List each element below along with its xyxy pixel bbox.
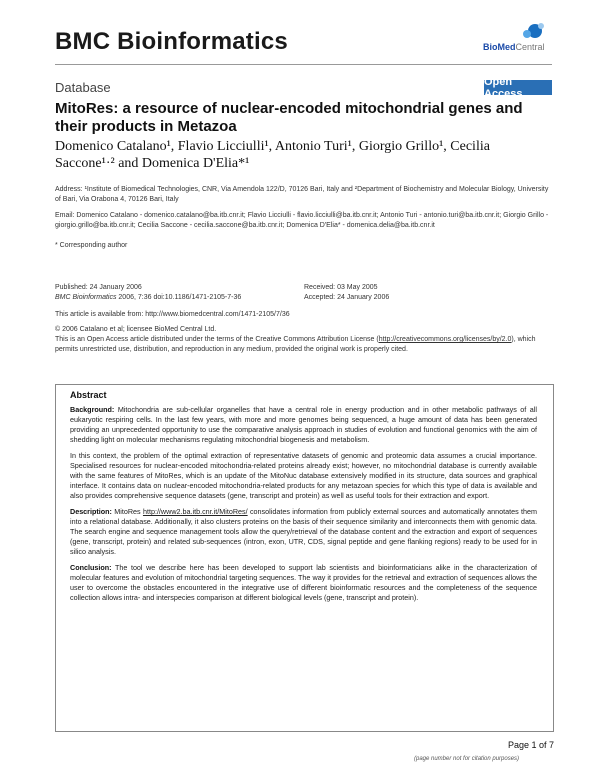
abstract-body — [70, 405, 537, 609]
accepted-date: Accepted: 24 January 2006 — [304, 294, 390, 301]
corresponding-note: * Corresponding author — [55, 242, 128, 249]
header-rule — [55, 64, 552, 65]
article-title: MitoRes: a resource of nuclear-encoded mitochondrial genes and their products in Metazoa — [55, 100, 523, 135]
author-list: Domenico Catalano¹, Flavio Licciulli¹, Antonio Turi¹, Giorgio Grillo¹, Cecilia Saccone¹·² and Domenica D'Elia*¹ — [55, 139, 490, 171]
conclusion-label: Conclusion: — [70, 563, 112, 572]
license-link[interactable]: http://creativecommons.org/licenses/by/2.0 — [378, 336, 512, 343]
review-dates — [304, 283, 544, 303]
citation — [55, 293, 295, 303]
citation-journal: BMC Bioinformatics — [55, 294, 117, 301]
published-date: Published: 24 January 2006 — [55, 284, 142, 291]
journal-title: BMC Bioinformatics — [55, 28, 288, 55]
abstract-description — [70, 507, 537, 557]
logo-mark-icon — [483, 22, 549, 44]
abstract-conclusion — [70, 563, 537, 603]
conclusion-text: The tool we describe here has been developed to support lab scientists and bioinformaticians alike in the characterization of molecular features and evolution of mitochondrial targeting sequences. The way it provides for the retrieval and extraction of sequences allows the user to overcome the obstacles encountered in the integrative use of different bioinformatic resources and the completeness of the sequence collection allows intra- and interspecies comparison at different biological levels (gene, transcript and protein). — [70, 563, 537, 602]
background-text: Mitochondria are sub-cellular organelles that have a central role in energy production and in other metabolic pathways of all eukaryotic respiring cells. In the last few years, with more and more genomes being sequenced, a huge amount of data has been generated providing an unprecedented opportunity to use the comparative analysis approach in studies of evolution and functional genomics with the aim of shedding light on molecular mechanisms regulating mitochondrial biogenesis and metabolism. — [70, 405, 537, 444]
description-text: consolidates information from publicly external sources and automatically annotates them into a relational database. Additionally, it also clusters proteins on the basis of their sequence similarity and interconnects them with genomic data. The search engine and sequence management tools allow the query/retrieval of the database content and the extraction and export of sequences (gene, transcript, protein) and related sub-sequences (intron, exon, UTR, CDS, signal peptide and gene flanking regions) ready to be used for in silico analysis. — [70, 507, 537, 556]
description-pre: MitoRes — [111, 507, 143, 516]
publication-info — [55, 283, 295, 303]
availability-url: This article is available from: http://www.biomedcentral.com/1471-2105/7/36 — [55, 311, 290, 318]
logo-central: Central — [515, 42, 545, 52]
page-number-note: (page number not for citation purposes) — [414, 756, 520, 762]
license-block — [55, 325, 552, 355]
received-date: Received: 03 May 2005 — [304, 284, 378, 291]
section-label: Database — [55, 80, 111, 95]
description-label: Description: — [70, 507, 112, 516]
logo-text — [483, 42, 545, 52]
abstract-context: In this context, the problem of the optimal extraction of representative datasets of genomic and proteomic data assumes a crucial importance. Specialised resources for nuclear-encoded mitochondria-related proteins already exist; however, no mitochondrial database is currently available with the same features of MitoRes, which is an update of the MitoNuc database extensively modified in its structure, data sources and graphical interface. It contains data on nuclear-encoded mitochondria-related products for any metazoan species for which this type of data is available and also provides comprehensive sequence datasets (gene, transcript and protein) as well as useful tools for their extraction and export. — [70, 451, 537, 500]
copyright-line: © 2006 Catalano et al; licensee BioMed Central Ltd. — [55, 326, 217, 333]
abstract-heading: Abstract — [70, 390, 107, 400]
open-access-badge: Open Access — [484, 80, 552, 95]
page-number: Page 1 of 7 — [508, 740, 555, 750]
author-emails: Email: Domenico Catalano - domenico.catalano@ba.itb.cnr.it; Flavio Licciulli - flavio.licciulli@ba.itb.cnr.it; Antonio Turi - antonio.turi@ba.itb.cnr.it; Giorgio Grillo - giorgio.grillo@ba.itb.cnr.it; Cecilia Saccone - cecilia.saccone@ba.itb.cnr.it; Domenica D'Elia* - domenica.delia@ba.itb.cnr.it — [55, 212, 549, 229]
logo-bio: BioMed — [483, 42, 516, 52]
citation-details: 2006, 7:36 doi:10.1186/1471-2105-7-36 — [116, 294, 242, 301]
biomed-central-logo — [483, 22, 549, 56]
mitores-link[interactable]: http://www2.ba.itb.cnr.it/MitoRes/ — [142, 507, 248, 516]
license-pre: This is an Open Access article distributed under the terms of the Creative Commons Attribution License ( — [55, 336, 379, 343]
abstract-background — [70, 405, 537, 445]
license-text — [55, 335, 552, 355]
affiliation-address: Address: ¹Institute of Biomedical Technologies, CNR, Via Amendola 122/D, 70126 Bari, Italy and ²Department of Biochemistry and Molecular Biology, University of Bari, Via Orabona 4, 70126 Bari, Italy — [55, 186, 549, 203]
license-post: ), which permits unrestricted use, distribution, and reproduction in any medium, provided the original work is properly cited. — [55, 336, 536, 353]
background-label: Background: — [70, 405, 115, 414]
